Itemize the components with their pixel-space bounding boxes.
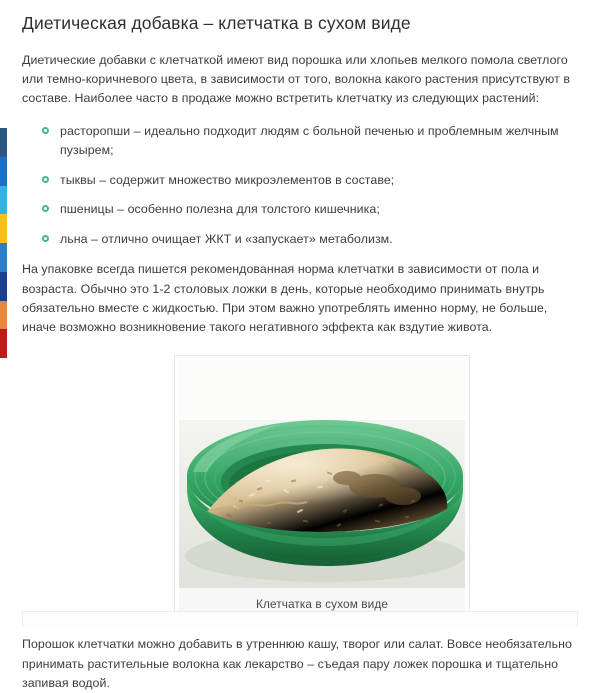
social-share-rail[interactable] xyxy=(0,128,7,358)
share-segment-telegram[interactable] xyxy=(0,243,7,272)
bullet-icon xyxy=(42,235,49,242)
list-item-label: льна – отлично очищает ЖКТ и «запускает» метаболизм. xyxy=(60,231,393,246)
bullet-icon xyxy=(42,205,49,212)
list-item-label: пшеницы – особенно полезна для толстого кишечника; xyxy=(60,202,380,217)
list-item xyxy=(42,230,578,249)
page-title: Диетическая добавка – клетчатка в сухом виде xyxy=(22,13,411,33)
list-item xyxy=(42,171,578,190)
fiber-bowl-illustration xyxy=(179,360,465,588)
figure-image xyxy=(179,360,465,588)
list-item-label: расторопши – идеально подходит людям с больной печенью и проблемным желчным пузырем; xyxy=(60,124,559,158)
list-item xyxy=(42,200,578,219)
closing-section xyxy=(22,621,578,693)
share-segment-whatsapp[interactable] xyxy=(0,301,7,330)
figure-caption: Клетчатка в сухом виде xyxy=(179,588,465,620)
share-segment-odnoklassniki[interactable] xyxy=(0,214,7,243)
closing-paragraph: Порошок клетчатки можно добавить в утреннюю кашу, творог или салат. Вовсе необязательно принимать растительные волокна как лекарство – съедая пару ложек порошка и тщательно запивая водой. xyxy=(22,637,572,690)
list-item-label: тыквы – содержит множество микроэлементов в составе; xyxy=(60,172,395,187)
share-segment-facebook[interactable] xyxy=(0,157,7,186)
dosage-paragraph: На упаковке всегда пишется рекомендованная норма клетчатки в зависимости от пола и возраста. Обычно это 1-2 столовых ложки в день, которые необходимо принимать внутрь обязательно вместе с жидкостью. При этом важно употреблять именно норму, не больше, иначе возможно возникновение такого негативного эффекта как вздутие живота. xyxy=(22,262,548,335)
article-figure xyxy=(174,355,470,621)
share-segment-mail-ru[interactable] xyxy=(0,272,7,301)
bullet-icon xyxy=(42,127,49,134)
share-segment-vkontakte[interactable] xyxy=(0,128,7,157)
share-segment-twitter[interactable] xyxy=(0,186,7,215)
fiber-sources-list xyxy=(22,122,578,248)
list-item xyxy=(42,122,578,159)
share-segment-youtube[interactable] xyxy=(0,329,7,358)
bullet-icon xyxy=(42,176,49,183)
next-block-placeholder xyxy=(22,611,578,627)
intro-paragraph: Диетические добавки с клетчаткой имеют вид порошка или хлопьев мелкого помола светлого или темно-коричневого цвета, в зависимости от того, волокна какого растения присутствуют в составе. Наиболее часто в продаже можно встретить клетчатку из следующих растений: xyxy=(22,52,570,106)
